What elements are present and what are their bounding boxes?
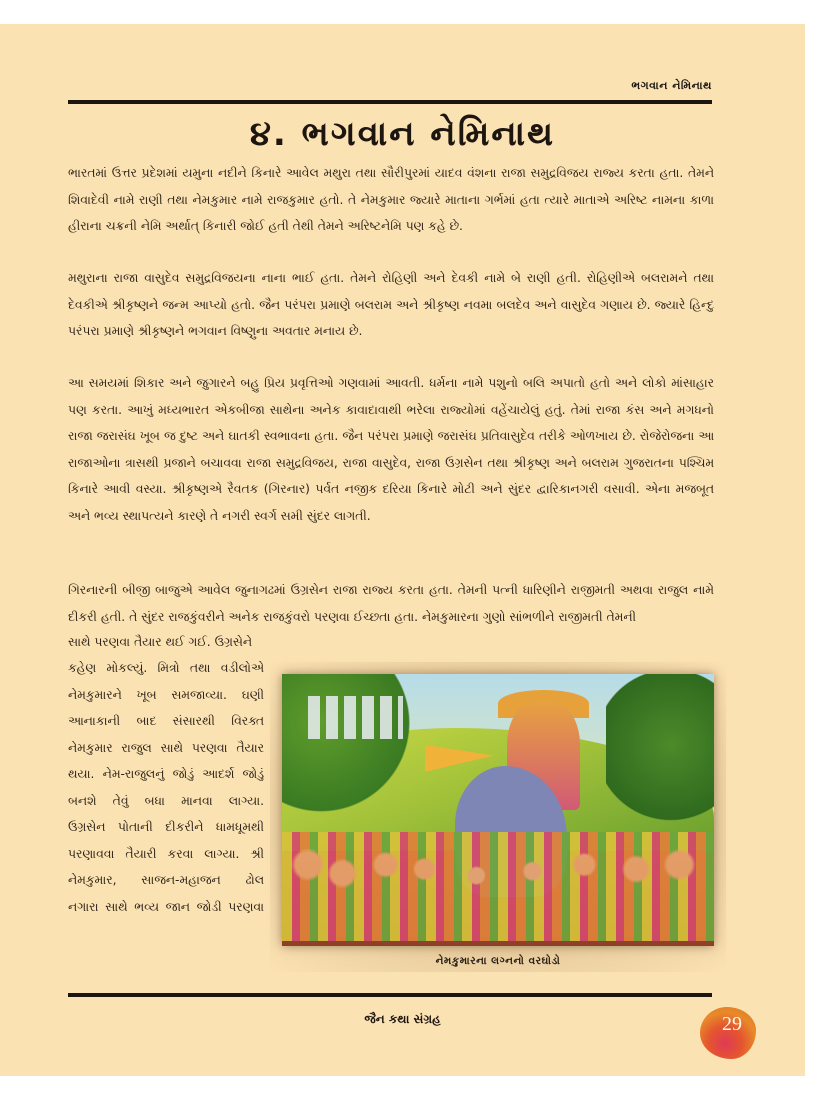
side-text-line: થયા. નેમ-રાજુલનું જોડું આદર્શ જોડું (68, 767, 264, 781)
procession-figure (270, 662, 726, 972)
painting-trees-right (606, 674, 714, 851)
procession-painting (282, 674, 714, 946)
book-title: જૈન કથા સંગ્રહ (364, 1012, 441, 1026)
page-number: 29 (722, 1013, 742, 1035)
paragraph-3: આ સમયમાં શિકાર અને જુગારને બહુ પ્રિય પ્રવૃત્તિઓ ગણવામાં આવતી. ધર્મના નામે પશુનો બલિ અપાતો હતો અને લોકો માંસાહાર પણ કરતા. આખું મધ્યભારત એકબીજા સાથેના અનેક કાવાદાવાથી ભરેલા રાજ્યોમાં વહેંચાયેલું હતું. તેમાં રાજા કંસ અને મગધનો રાજા જરાસંઘ ખૂબ જ દુષ્ટ અને ઘાતકી સ્વભાવના હતા. જૈન પરંપરા પ્રમાણે જરાસંઘ પ્રતિવાસુદેવ તરીકે ઓળખાય છે. રોજેરોજના આ રાજાઓના ત્રાસથી પ્રજાને બચાવવા રાજા સમુદ્રવિજય, રાજા વાસુદેવ, રાજા ઉગ્રસેન તથા શ્રીકૃષ્ણ અને બલરામ ગુજરાતના પશ્ચિમ કિનારે આવી વસ્યા. શ્રીકૃષ્ણએ રૈવતક (ગિરનાર) પર્વત નજીક દરિયા કિનારે મોટી અને સુંદર દ્વારિકાનગરી વસાવી. એના મજબૂત અને ભવ્ય સ્થાપત્યને કારણે તે નગરી સ્વર્ગ સમી સુંદર લાગતી. (68, 376, 714, 523)
figure-caption: નેમકુમારના લગ્નનો વરઘોડો (435, 955, 561, 967)
side-text-line: પરણાવવા તૈયારી કરવા લાગ્યા. શ્રી (68, 846, 264, 861)
side-text-line: ઉગ્રસેન પોતાની દીકરીને ધામધૂમથી (68, 820, 264, 834)
paragraph-5-first-line: સાથે પરણવા તૈયાર થઈ ગઈ. ઉગ્રસેને (68, 635, 252, 649)
chapter-title: ૪. ભગવાન નેમિનાથ (249, 114, 556, 154)
footer-rule (68, 993, 712, 997)
side-text-line: નેમકુમારને ખૂબ સમજાવ્યા. ઘણી (68, 687, 264, 702)
side-text-line: બનશે તેવું બધા માનવા લાગ્યા. (68, 793, 264, 808)
running-header: ભગવાન નેમિનાથ (631, 79, 712, 92)
paragraph-2: મથુરાના રાજા વાસુદેવ સમુદ્રવિજયના નાના ભાઈ હતા. તેમને રોહિણી અને દેવકી નામે બે રાણી હતી. રોહિણીએ બલરામને તથા દેવકીએ શ્રીકૃષ્ણને જન્મ આપ્યો હતો. જૈન પરંપરા પ્રમાણે બલરામ અને શ્રીકૃષ્ણ નવમા બલદેવ અને વાસુદેવ ગણાય છે. જ્યારે હિન્દુ પરંપરા પ્રમાણે શ્રીકૃષ્ણને ભગવાન વિષ્ણુના અવતાર મનાય છે. (68, 271, 714, 338)
header-rule (68, 100, 712, 104)
side-text-line: નેમકુમાર, સાજન-મહાજન ઢોલ (68, 873, 264, 887)
side-text-line: નગારા સાથે ભવ્ય જાન જોડી પરણવા (68, 899, 264, 914)
side-text-line: આનાકાની બાદ સંસારથી વિરક્ત (68, 714, 264, 728)
side-text-line: નેમકુમાર રાજુલ સાથે પરણવા તૈયાર (68, 740, 264, 755)
page-number-badge-icon (700, 1007, 756, 1059)
side-text-column (68, 655, 264, 920)
painting-crowd (282, 832, 714, 941)
book-page (0, 24, 805, 1076)
paragraph-1: ભારતમાં ઉત્તર પ્રદેશમાં યમુના નદીને કિનારે આવેલ મથુરા તથા સૌરીપુરમાં યાદવ વંશના રાજા સમુદ્રવિજય રાજ્ય કરતા હતા. તેમને શિવાદેવી નામે રાણી તથા નેમકુમાર નામે રાજકુમાર હતો. તે નેમકુમાર જ્યારે માતાના ગર્ભમાં હતા ત્યારે માતાએ અરિષ્ટ નામના કાળા હીરાના ચક્રની નેમિ અર્થાત્ કિનારી જોઈ હતી તેથી તેમને અરિષ્ટનેમિ પણ કહે છે. (68, 166, 714, 233)
paragraph-4: ગિરનારની બીજી બાજુએ આવેલ જુનાગઢમાં ઉગ્રસેન રાજા રાજ્ય કરતા હતા. તેમની પત્ની ધારિણીને રાજીમતી અથવા રાજુલ નામે દીકરી હતી. તે સુંદર રાજકુંવરીને અનેક રાજકુંવરો પરણવા ઈચ્છતા હતા. નેમકુમારના ગુણો સાંભળીને રાજીમતી તેમની (68, 583, 714, 624)
side-text-line: કહેણ મોકલ્યું. મિત્રો તથા વડીલોએ (68, 661, 264, 675)
painting-caged-animals (308, 696, 403, 740)
